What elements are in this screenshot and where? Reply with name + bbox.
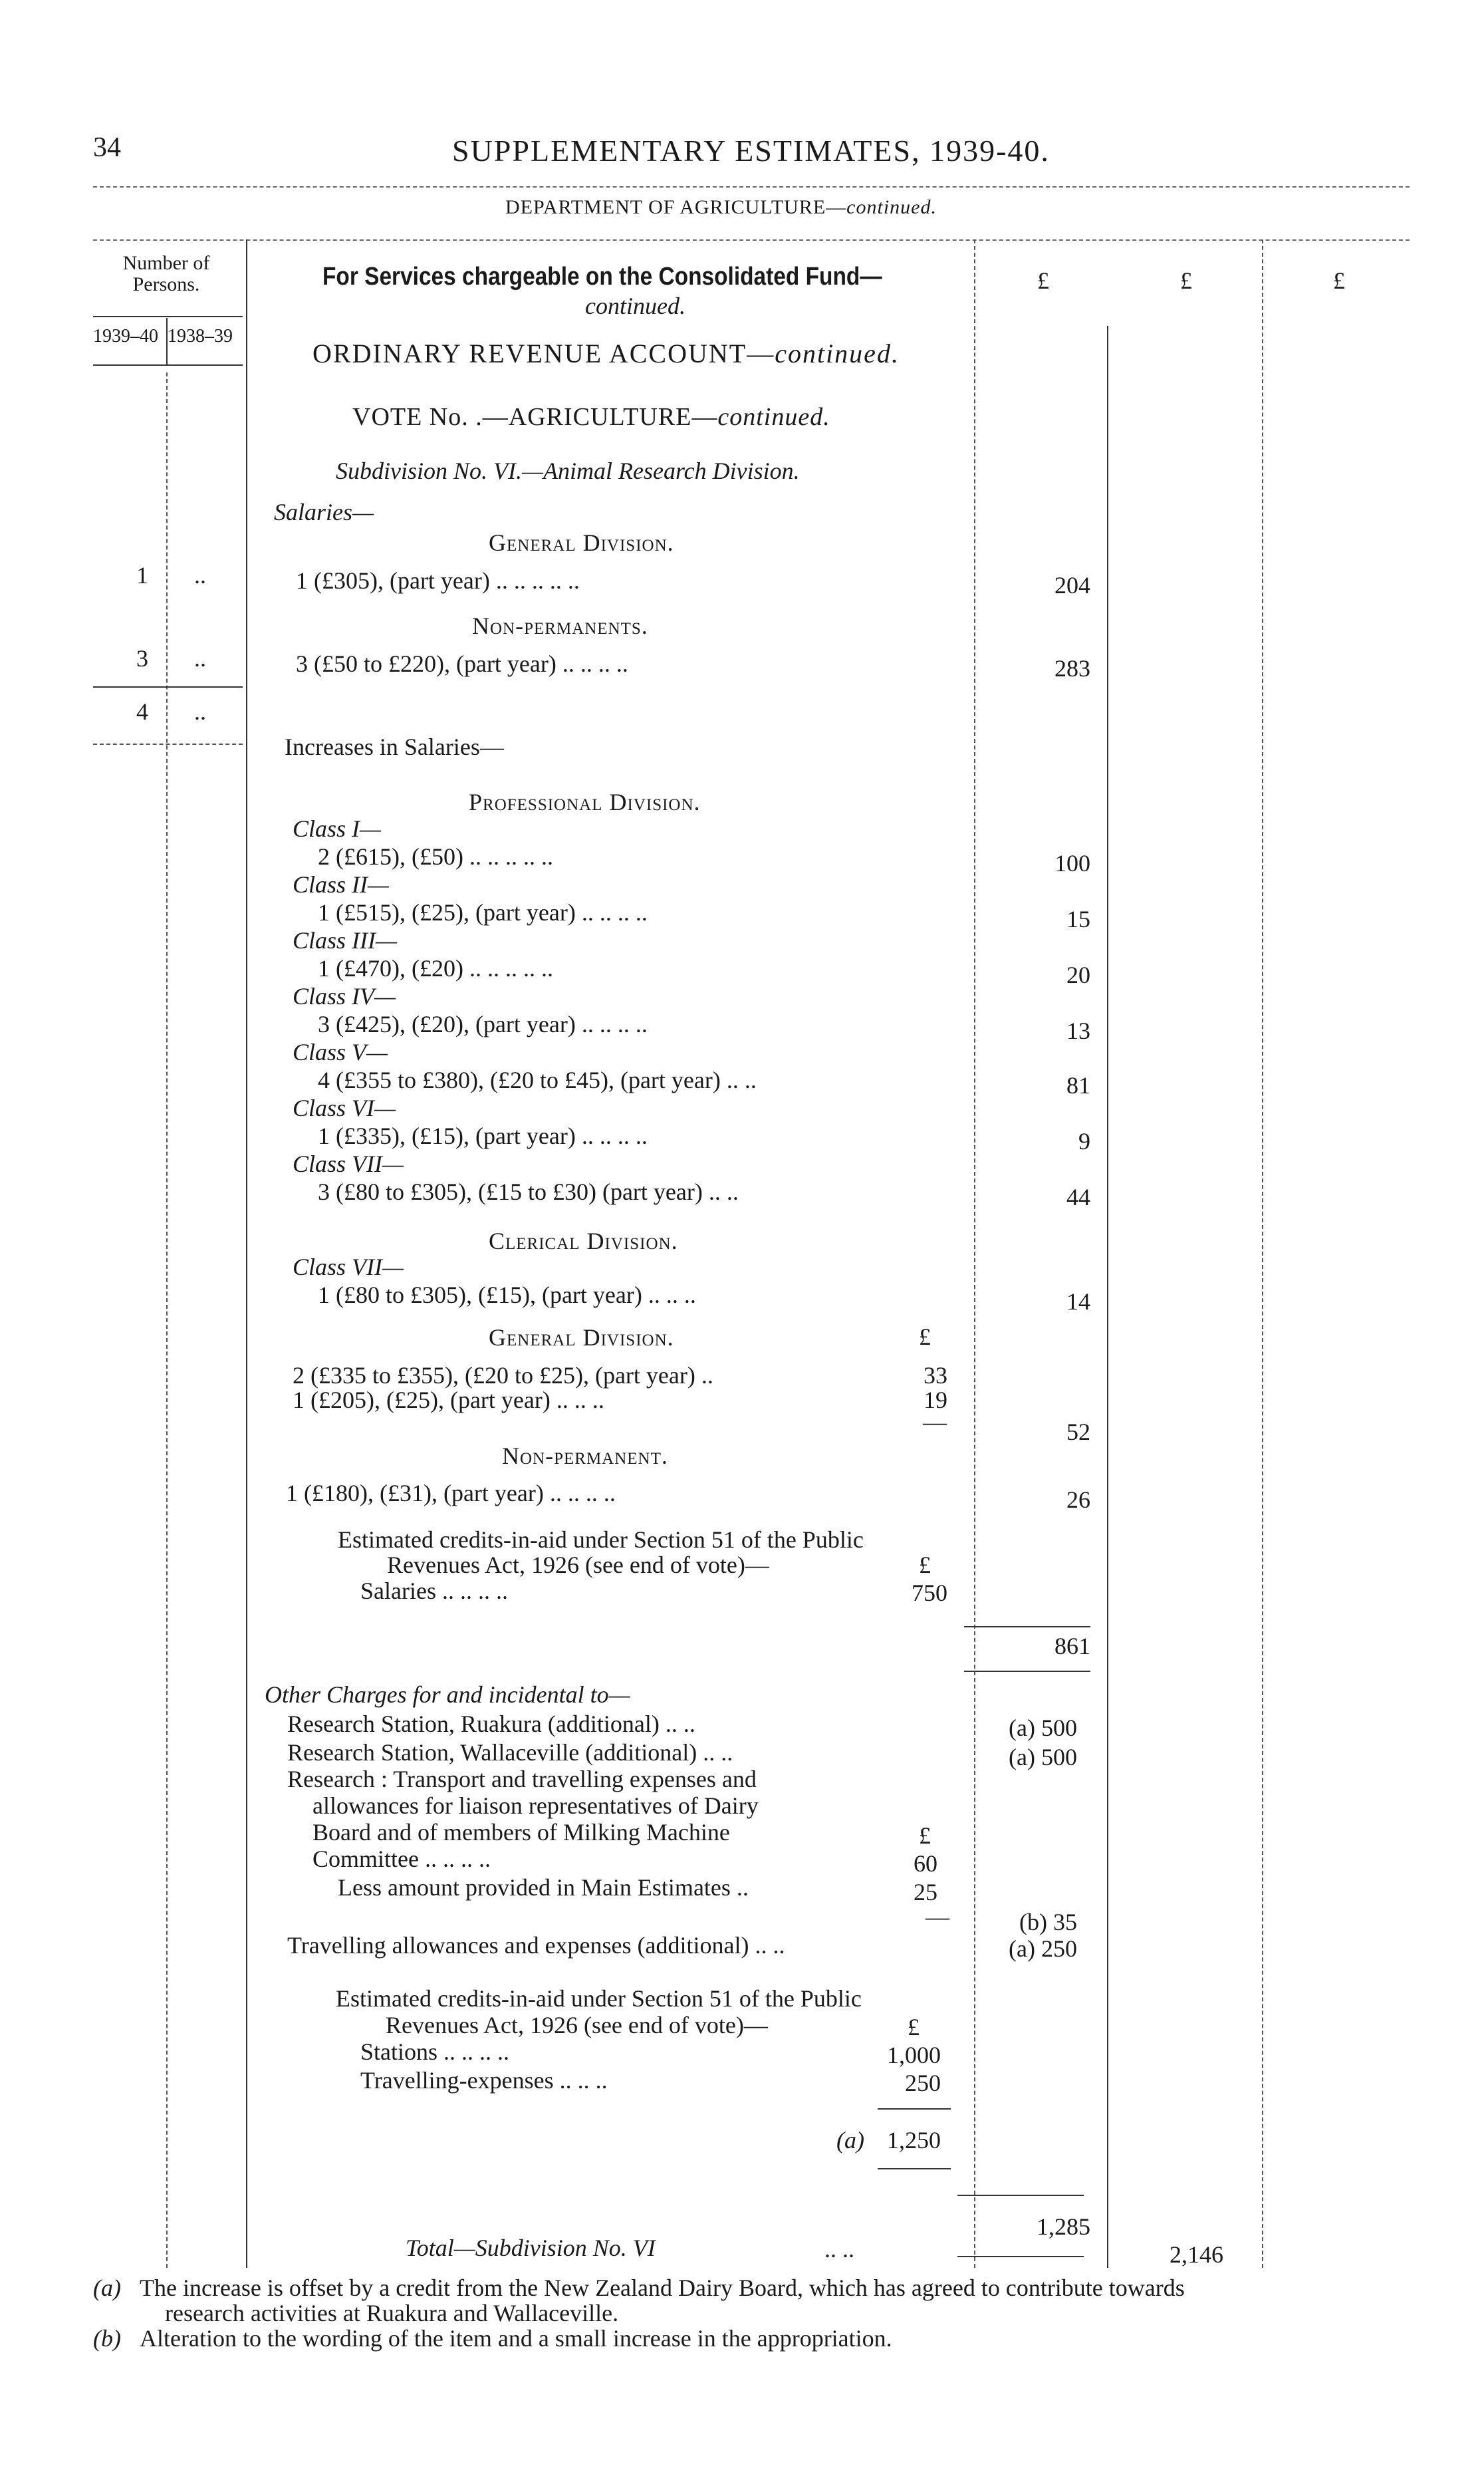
- clerical-item: 1 (£80 to £305), (£15), (part year) .. .. ..: [318, 1282, 696, 1308]
- clerical-division-heading: Clerical Division.: [489, 1228, 678, 1254]
- department-continued: continued.: [846, 196, 937, 218]
- credits-2-total-amount: 1,250: [887, 2127, 941, 2153]
- credits-2-stations: Stations .. .. .. ..: [360, 2038, 510, 2065]
- non-permanents-heading: Non-permanents.: [472, 613, 648, 639]
- subtotal-1-amount: 861: [1054, 1633, 1090, 1659]
- credits-1-line-1: Estimated credits-in-aid under Section 51 of the Public: [338, 1526, 864, 1553]
- total-amount: 2,146: [1170, 2241, 1223, 2268]
- research-result: (b) 35: [1019, 1909, 1077, 1935]
- subtotal-2-amount: 1,285: [1037, 2213, 1090, 2240]
- credits-2-rule-bottom: [878, 2168, 951, 2169]
- class-amount: 15: [1066, 906, 1090, 932]
- credits-2-travelling-amount: 250: [905, 2070, 941, 2096]
- committee-item: Committee .. .. .. ..: [312, 1846, 491, 1872]
- number-of-persons-header: Number of Persons.: [122, 252, 210, 295]
- col-line-amount-3: [1262, 239, 1265, 2268]
- persons-1938-row-2: ..: [194, 645, 206, 672]
- year-1939-header: 1939–40: [93, 326, 158, 346]
- travelling-item: Travelling allowances and expenses (additional) .. ..: [287, 1932, 785, 1959]
- persons-1939-row-2: 3: [136, 645, 148, 672]
- class-amount: 9: [1078, 1128, 1090, 1155]
- credits-2-travelling: Travelling-expenses .. .. ..: [360, 2067, 608, 2094]
- col-line-amount-2: [1107, 326, 1108, 2268]
- persons-subtotal-rule: [93, 686, 243, 688]
- subtotal-1-rule-bottom: [964, 1671, 1090, 1672]
- general-division-item: 1 (£305), (part year) .. .. .. .. ..: [296, 567, 580, 594]
- col-line-persons-left: [166, 372, 169, 2268]
- other-charges-heading: Other Charges for and incidental to—: [265, 1681, 630, 1708]
- footnote-a-text-2: research activities at Ruakura and Wallaceville.: [165, 2300, 619, 2326]
- class-amount: 100: [1054, 850, 1090, 877]
- clerical-class-label: Class VII—: [293, 1254, 404, 1280]
- class-label: Class V—: [293, 1039, 388, 1065]
- increases-non-permanent-heading: Non-permanent.: [502, 1443, 668, 1469]
- class-label: Class III—: [293, 927, 398, 954]
- class-item: 3 (£80 to £305), (£15 to £30) (part year) .. ..: [318, 1178, 739, 1205]
- wallaceville-item: Research Station, Wallaceville (additional) .. ..: [287, 1739, 733, 1766]
- class-item: 1 (£515), (£25), (part year) .. .. .. ..: [318, 899, 648, 926]
- non-permanents-amount: 283: [1054, 655, 1090, 682]
- general-division-heading: General Division.: [489, 529, 674, 556]
- footnote-a-mark: (a): [93, 2275, 121, 2301]
- total-label: Total—Subdivision No. VI: [406, 2235, 656, 2261]
- increases-general-item-1-amount: 33: [924, 1362, 947, 1389]
- research-dash: —: [926, 1903, 949, 1930]
- credits-1-salaries: Salaries .. .. .. ..: [360, 1578, 508, 1604]
- class-label: Class IV—: [293, 983, 396, 1010]
- vote-heading: VOTE No. .—AGRICULTURE—continued.: [352, 403, 830, 431]
- pound-col-1: £: [1037, 267, 1049, 294]
- department-name: DEPARTMENT OF AGRICULTURE—: [505, 196, 847, 218]
- ruakura-amount: (a) 500: [1009, 1715, 1077, 1741]
- credits-2-line-2: Revenues Act, 1926 (see end of vote)—: [386, 2012, 768, 2038]
- class-item: 3 (£425), (£20), (part year) .. .. .. ..: [318, 1011, 648, 1037]
- pound-col-3: £: [1333, 267, 1345, 294]
- increases-heading: Increases in Salaries—: [285, 734, 504, 760]
- increases-general-item-2: 1 (£205), (£25), (part year) .. .. ..: [293, 1387, 604, 1413]
- less-item: Less amount provided in Main Estimates ..: [338, 1874, 749, 1901]
- subdivision-heading: Subdivision No. VI.—Animal Research Division.: [336, 458, 800, 484]
- salaries-heading: Salaries—: [274, 499, 374, 525]
- increases-general-pound: £: [919, 1323, 931, 1350]
- clerical-amount: 14: [1066, 1288, 1090, 1315]
- credits-2-stations-amount: 1,000: [887, 2042, 941, 2068]
- professional-division-heading: Professional Division.: [469, 789, 701, 815]
- footnote-b-text: Alteration to the wording of the item and a small increase in the appropriation.: [140, 2325, 892, 2352]
- persons-divider: [166, 318, 168, 364]
- persons-1938-row-3: ..: [194, 698, 206, 725]
- class-item: 4 (£355 to £380), (£20 to £45), (part year) .. ..: [318, 1067, 757, 1093]
- credits-2-line-1: Estimated credits-in-aid under Section 51 of the Public: [336, 1985, 862, 2012]
- credits-2-rule-top: [878, 2108, 951, 2110]
- increases-general-item-1: 2 (£335 to £355), (£20 to £25), (part year) ..: [293, 1362, 713, 1389]
- increases-general-division-heading: General Division.: [489, 1324, 674, 1351]
- wallaceville-amount: (a) 500: [1009, 1744, 1077, 1770]
- credits-2-pound: £: [908, 2014, 920, 2040]
- credits-1-pound: £: [919, 1552, 931, 1578]
- header-rule: [93, 186, 1410, 188]
- page-number: 34: [93, 132, 121, 163]
- class-amount: 81: [1066, 1072, 1090, 1099]
- class-amount: 44: [1066, 1184, 1090, 1210]
- class-item: 1 (£335), (£15), (part year) .. .. .. ..: [318, 1123, 648, 1149]
- increases-non-permanent-amount: 26: [1066, 1486, 1090, 1513]
- persons-header-rule-1: [93, 316, 243, 317]
- services-continued: continued.: [585, 293, 685, 319]
- credits-1-line-2: Revenues Act, 1926 (see end of vote)—: [387, 1552, 769, 1578]
- increases-general-total: 52: [1066, 1419, 1090, 1445]
- footnote-b-mark: (b): [93, 2325, 121, 2352]
- increases-non-permanent-item: 1 (£180), (£31), (part year) .. .. .. ..: [286, 1480, 616, 1506]
- committee-amount: 60: [914, 1850, 937, 1877]
- page-title: SUPPLEMENTARY ESTIMATES, 1939-40.: [452, 134, 1050, 168]
- persons-1939-row-3: 4: [136, 698, 148, 725]
- increases-general-dash: —: [923, 1409, 947, 1435]
- footnote-a-text-1: The increase is offset by a credit from the New Zealand Dairy Board, which has agreed to contribute towards: [140, 2275, 1185, 2301]
- non-permanents-item: 3 (£50 to £220), (part year) .. .. .. ..: [296, 650, 628, 677]
- subtotal-2-rule-bottom: [957, 2256, 1084, 2257]
- general-division-amount: 204: [1054, 572, 1090, 599]
- col-line-amount-1: [974, 239, 977, 2268]
- class-amount: 13: [1066, 1018, 1090, 1044]
- class-label: Class II—: [293, 871, 390, 898]
- department-heading: [505, 196, 937, 219]
- ruakura-item: Research Station, Ruakura (additional) .. ..: [287, 1711, 695, 1737]
- subtotal-1-rule-top: [964, 1626, 1090, 1627]
- credits-2-total-label: (a): [836, 2127, 864, 2153]
- less-amount: 25: [914, 1879, 937, 1905]
- persons-header-rule-2: [93, 364, 243, 366]
- class-item: 1 (£470), (£20) .. .. .. .. ..: [318, 955, 553, 982]
- persons-total-rule: [93, 744, 243, 746]
- class-label: Class VI—: [293, 1095, 396, 1121]
- year-1938-header: 1938–39: [168, 326, 233, 346]
- services-title: For Services chargeable on the Consolidated Fund—: [322, 263, 882, 291]
- class-amount: 20: [1066, 962, 1090, 988]
- account-title: ORDINARY REVENUE ACCOUNT—continued.: [312, 339, 900, 368]
- total-dots: .. ..: [824, 2236, 854, 2263]
- research-line-3: Board and of members of Milking Machine: [312, 1819, 730, 1846]
- col-line-persons-right: [246, 239, 247, 2268]
- research-line-1: Research : Transport and travelling expenses and: [287, 1766, 757, 1792]
- increases-general-item-2-amount: 19: [924, 1387, 947, 1413]
- research-line-2: allowances for liaison representatives of Dairy: [312, 1792, 759, 1819]
- subtotal-2-rule-top: [957, 2195, 1084, 2196]
- class-label: Class VII—: [293, 1151, 404, 1177]
- class-label: Class I—: [293, 815, 382, 842]
- travelling-amount: (a) 250: [1009, 1935, 1077, 1962]
- credits-1-salaries-amount: 750: [912, 1580, 947, 1606]
- persons-1939-row-1: 1: [136, 562, 148, 589]
- table-top-rule: [93, 239, 1410, 241]
- persons-1938-row-1: ..: [194, 562, 206, 589]
- research-pound: £: [919, 1822, 931, 1849]
- class-item: 2 (£615), (£50) .. .. .. .. ..: [318, 843, 553, 870]
- pound-col-2: £: [1180, 267, 1192, 294]
